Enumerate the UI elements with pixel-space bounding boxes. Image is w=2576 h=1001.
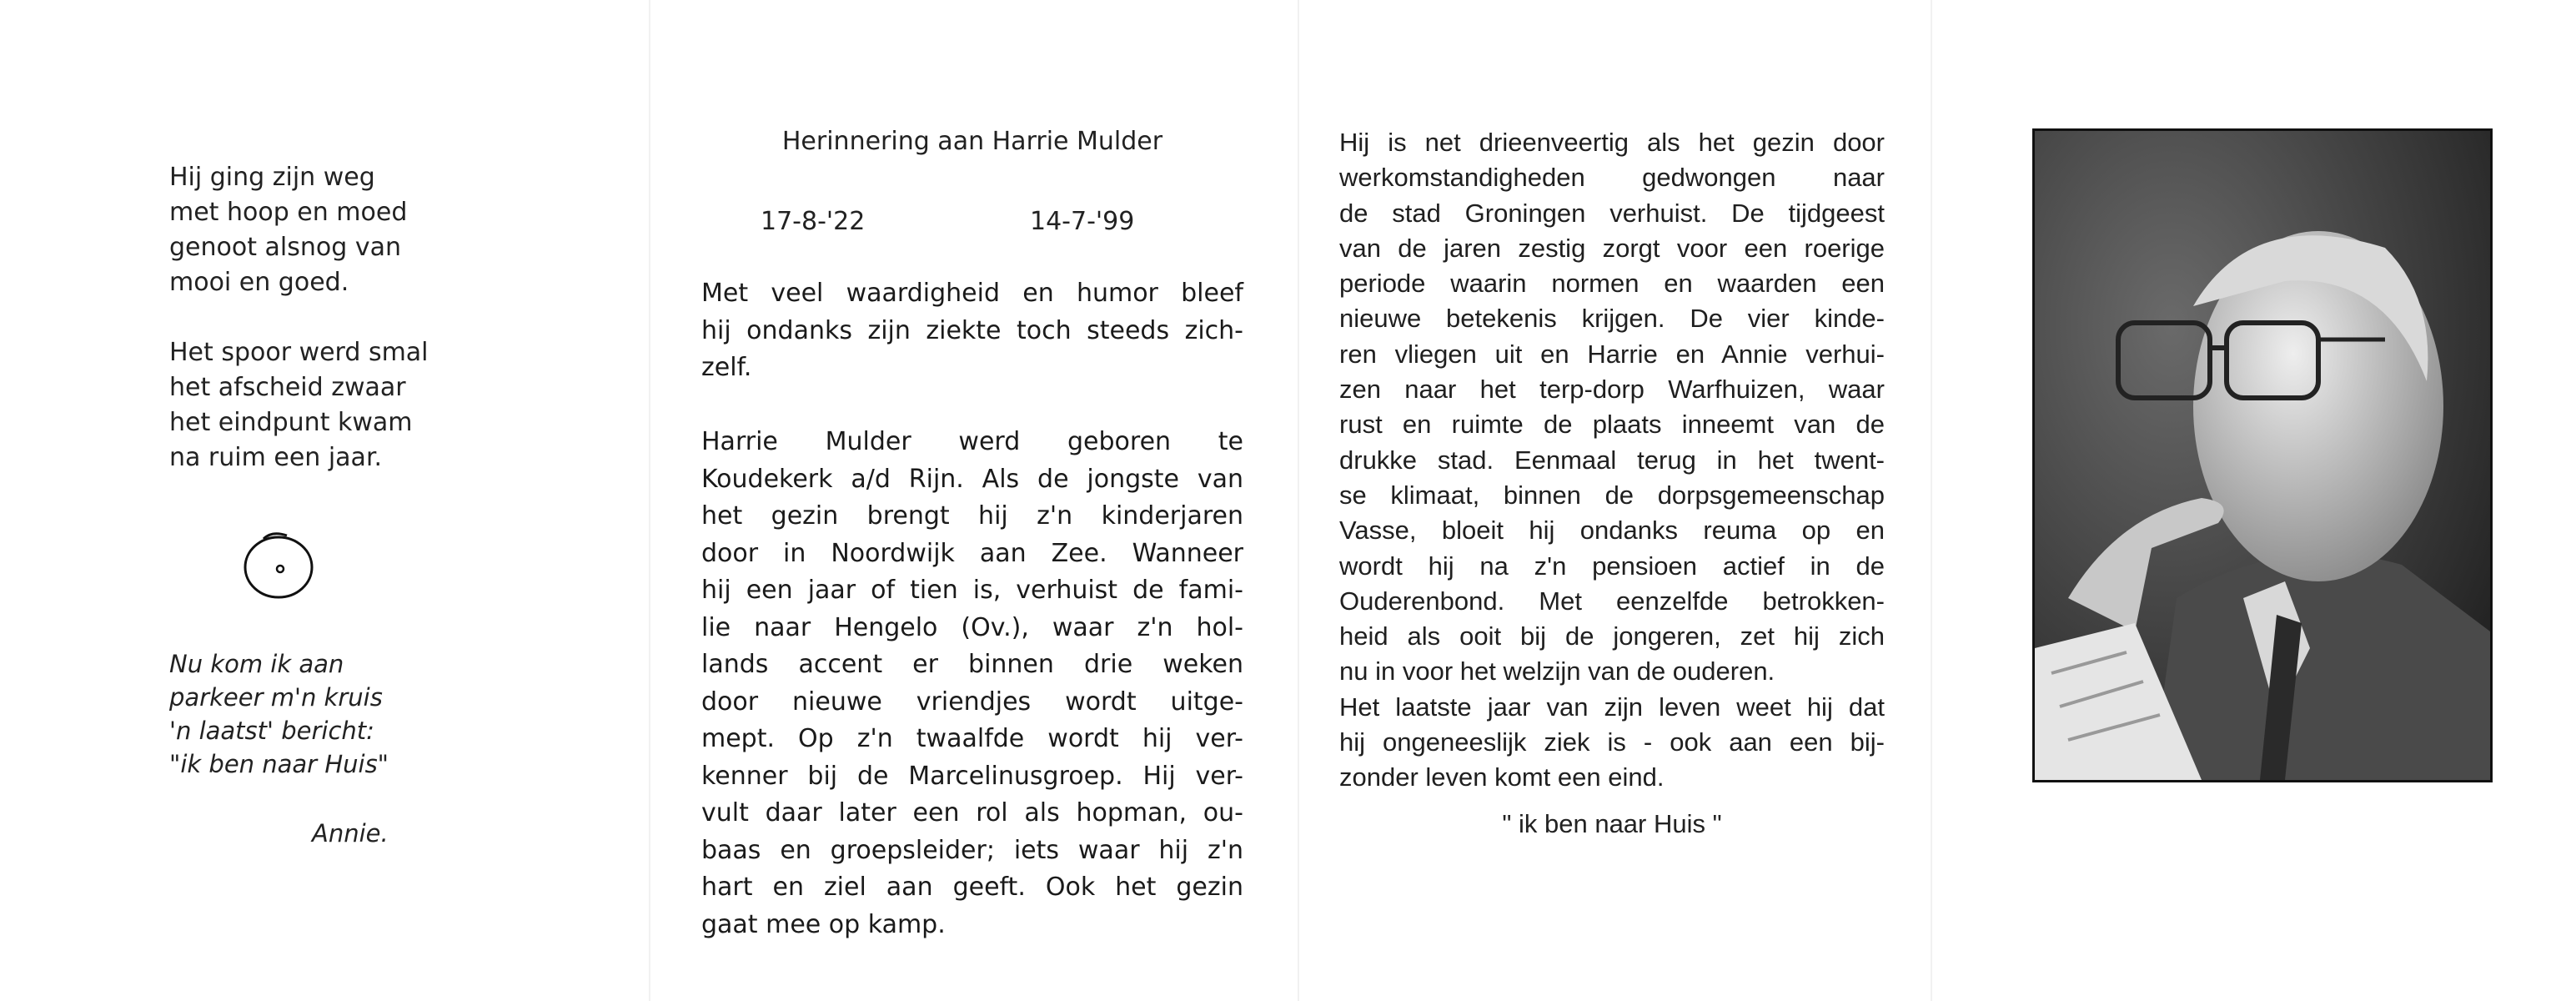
biography-part-2 <box>1339 125 1885 796</box>
text-line: "ik ben naar Huis" <box>169 750 389 778</box>
text-line: het afscheid zwaar <box>169 373 406 402</box>
fold-line <box>1298 0 1299 1001</box>
text-line: rust en ruimte de plaats inneemt van de <box>1339 410 1885 440</box>
text-line: se klimaat, binnen de dorpsgemeenschap <box>1339 480 1885 510</box>
text-line: zonder leven komt een eind. <box>1339 762 1665 792</box>
text-line: baas en groepsleider; iets waar hij z'n <box>701 835 1243 865</box>
text-line: gaat mee op kamp. <box>701 909 946 939</box>
text-line: Harrie Mulder werd geboren te <box>701 427 1243 456</box>
death-date: 14-7-'99 <box>1030 207 1135 236</box>
text-line: periode waarin normen en waarden een <box>1339 269 1885 299</box>
text-line: hij ondanks zijn ziekte toch steeds zich- <box>701 315 1243 345</box>
text-line: van de jaren zestig zorgt voor een roerige <box>1339 233 1885 263</box>
text-line: genoot alsnog van <box>169 233 401 262</box>
text-line: hij een jaar of tien is, verhuist de fami- <box>701 576 1243 605</box>
text-line: drukke stad. Eenmaal terug in het twent- <box>1339 445 1885 475</box>
text-line: zelf. <box>701 353 752 382</box>
fold-line <box>1931 0 1932 1001</box>
text-line: hart en ziel aan geeft. Ook het gezin <box>701 873 1243 902</box>
text-line: wordt hij na z'n pensioen actief in de <box>1339 551 1885 581</box>
text-line: het gezin brengt hij z'n kinderjaren <box>701 501 1243 531</box>
fold-line <box>649 0 650 1001</box>
text-line: mooi en goed. <box>169 268 349 297</box>
birth-date: 17-8-'22 <box>761 207 866 236</box>
text-line: mept. Op z'n twaalfde wordt hij ver- <box>701 724 1243 753</box>
text-line: Het laatste jaar van zijn leven weet hij dat <box>1339 692 1885 722</box>
biography-part-1 <box>701 275 1243 943</box>
text-line: kenner bij de Marcelinusgroep. Hij ver- <box>701 761 1243 791</box>
signature: Annie. <box>312 819 389 848</box>
text-line: nu in voor het welzijn van de ouderen. <box>1339 656 1775 687</box>
text-line: Hij ging zijn weg <box>169 163 375 192</box>
text-line: met hoop en moed <box>169 198 408 227</box>
text-line: Nu kom ik aan <box>169 650 344 678</box>
paragraph-gap <box>701 387 1243 425</box>
text-line: parkeer m'n kruis <box>169 683 383 712</box>
text-line: nieuwe betekenis krijgen. De vier kinde- <box>1339 304 1885 334</box>
text-line: Het spoor werd smal <box>169 338 429 367</box>
text-line: door nieuwe vriendjes wordt uitge- <box>701 687 1243 717</box>
text-line: zen naar het terp-dorp Warfhuizen, waar <box>1339 375 1885 405</box>
text-line: vult daar later een rol als hopman, ou- <box>701 798 1243 827</box>
circle-dot-symbol <box>239 524 319 604</box>
text-line: Hij is net drieenveertig als het gezin door <box>1339 128 1885 157</box>
text-line: werkomstandigheden gedwongen naar <box>1339 163 1885 193</box>
text-line: door in Noordwijk aan Zee. Wanneer <box>701 538 1243 568</box>
text-line: heid als ooit bij de jongeren, zet hij zich <box>1339 621 1885 651</box>
text-line: Ouderenbond. Met eenzelfde betrokken- <box>1339 586 1885 616</box>
card-title: Herinnering aan Harrie Mulder <box>781 127 1163 156</box>
text-line: lie naar Hengelo (Ov.), waar z'n hol- <box>701 612 1243 642</box>
text-line: de stad Groningen verhuist. De tijdgeest <box>1339 198 1885 228</box>
portrait-photo <box>2032 128 2493 782</box>
text-line: Met veel waardigheid en humor bleef <box>701 279 1243 308</box>
poem <box>169 160 470 475</box>
paragraph-gap <box>169 300 470 335</box>
text-line: hij ongeneeslijk ziek is - ook aan een bij- <box>1339 727 1885 757</box>
closing-quote: " ik ben naar Huis " <box>1502 809 1722 838</box>
text-line: Koudekerk a/d Rijn. Als de jongste van <box>701 464 1243 494</box>
verse <box>169 647 389 781</box>
text-line: 'n laatst' bericht: <box>169 717 374 745</box>
text-line: Vasse, bloeit hij ondanks reuma op en <box>1339 516 1885 546</box>
text-line: lands accent er binnen drie weken <box>701 650 1243 679</box>
text-line: na ruim een jaar. <box>169 443 383 472</box>
text-line: het eindpunt kwam <box>169 408 413 437</box>
text-line: ren vliegen uit en Harrie en Annie verhui- <box>1339 339 1885 369</box>
